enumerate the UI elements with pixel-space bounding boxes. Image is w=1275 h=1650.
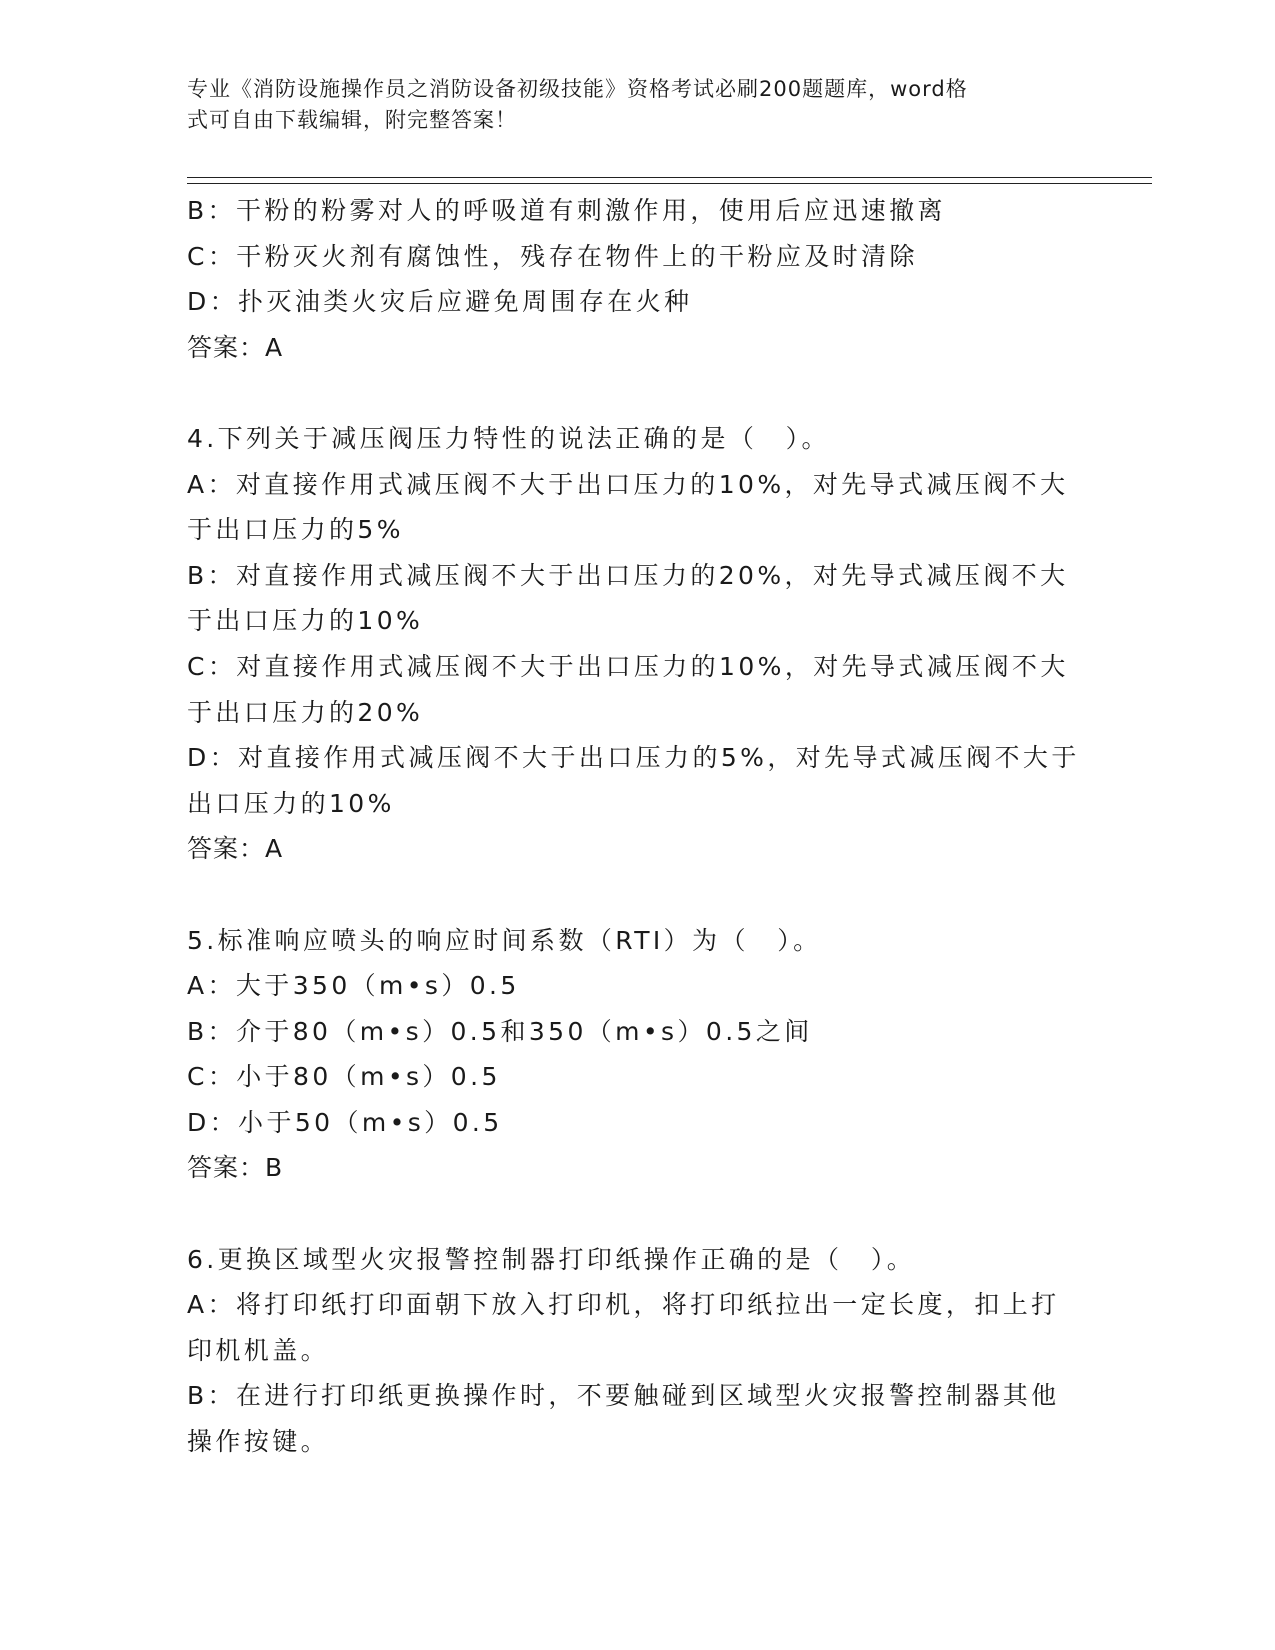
q5-option-c: C：小于80（m•s）0.5 [187, 1062, 501, 1092]
q6-option-a: A：将打印纸打印面朝下放入打印机，将打印纸拉出一定长度，扣上打 [187, 1290, 1060, 1320]
q4-option-a: A：对直接作用式减压阀不大于出口压力的10%，对先导式减压阀不大 [187, 469, 1069, 499]
header-line-1: 专业《消防设施操作员之消防设备初级技能》资格考试必刷200题题库，word格 [187, 77, 968, 101]
q4-option-d-cont: 出口压力的10% [187, 788, 395, 818]
spacer [187, 872, 1087, 918]
q5-option-b: B：介于80（m•s）0.5和350（m•s）0.5之间 [187, 1016, 813, 1046]
question-5 [187, 918, 1087, 1192]
question-4 [187, 416, 1087, 872]
q4-option-a-cont: 于出口压力的5% [187, 515, 404, 545]
question-6 [187, 1237, 1087, 1465]
q3-answer: 答案：A [187, 332, 284, 362]
q4-option-b-cont: 于出口压力的10% [187, 606, 424, 636]
q3-option-b: B：干粉的粉雾对人的呼吸道有刺激作用，使用后应迅速撤离 [187, 196, 946, 225]
q6-question: 6.更换区域型火灾报警控制器打印纸操作正确的是（ ）。 [187, 1244, 916, 1274]
header-line-2: 式可自由下载编辑，附完整答案！ [187, 108, 517, 132]
q4-option-d: D：对直接作用式减压阀不大于出口压力的5%，对先导式减压阀不大于 [187, 743, 1080, 773]
q3-option-d: D：扑灭油类火灾后应避免周围存在火种 [187, 287, 693, 317]
header-divider-bottom [187, 183, 1152, 184]
q4-option-b: B：对直接作用式减压阀不大于出口压力的20%，对先导式减压阀不大 [187, 560, 1069, 590]
q4-option-c-cont: 于出口压力的20% [187, 697, 424, 727]
q6-option-b-cont: 操作按键。 [187, 1427, 330, 1457]
q4-answer: 答案：A [187, 834, 284, 864]
question-list [187, 188, 1087, 1465]
q6-option-a-cont: 印机机盖。 [187, 1335, 330, 1365]
q5-question: 5.标准响应喷头的响应时间系数（RTI）为（ ）。 [187, 925, 822, 955]
q5-option-a: A：大于350（m•s）0.5 [187, 971, 520, 1001]
q4-question: 4.下列关于减压阀压力特性的说法正确的是（ ）。 [187, 423, 830, 453]
q5-option-d: D：小于50（m•s）0.5 [187, 1107, 503, 1137]
q5-answer: 答案：B [187, 1153, 284, 1183]
q6-option-b: B：在进行打印纸更换操作时，不要触碰到区域型火灾报警控制器其他 [187, 1381, 1060, 1411]
q4-option-c: C：对直接作用式减压阀不大于出口压力的10%，对先导式减压阀不大 [187, 651, 1069, 681]
q3-option-c: C：干粉灭火剂有腐蚀性，残存在物件上的干粉应及时清除 [187, 241, 918, 271]
spacer [187, 370, 1087, 416]
spacer [187, 1191, 1087, 1237]
question-3-tail [187, 188, 1087, 370]
header-divider-top [187, 177, 1152, 178]
document-header [187, 74, 1067, 136]
